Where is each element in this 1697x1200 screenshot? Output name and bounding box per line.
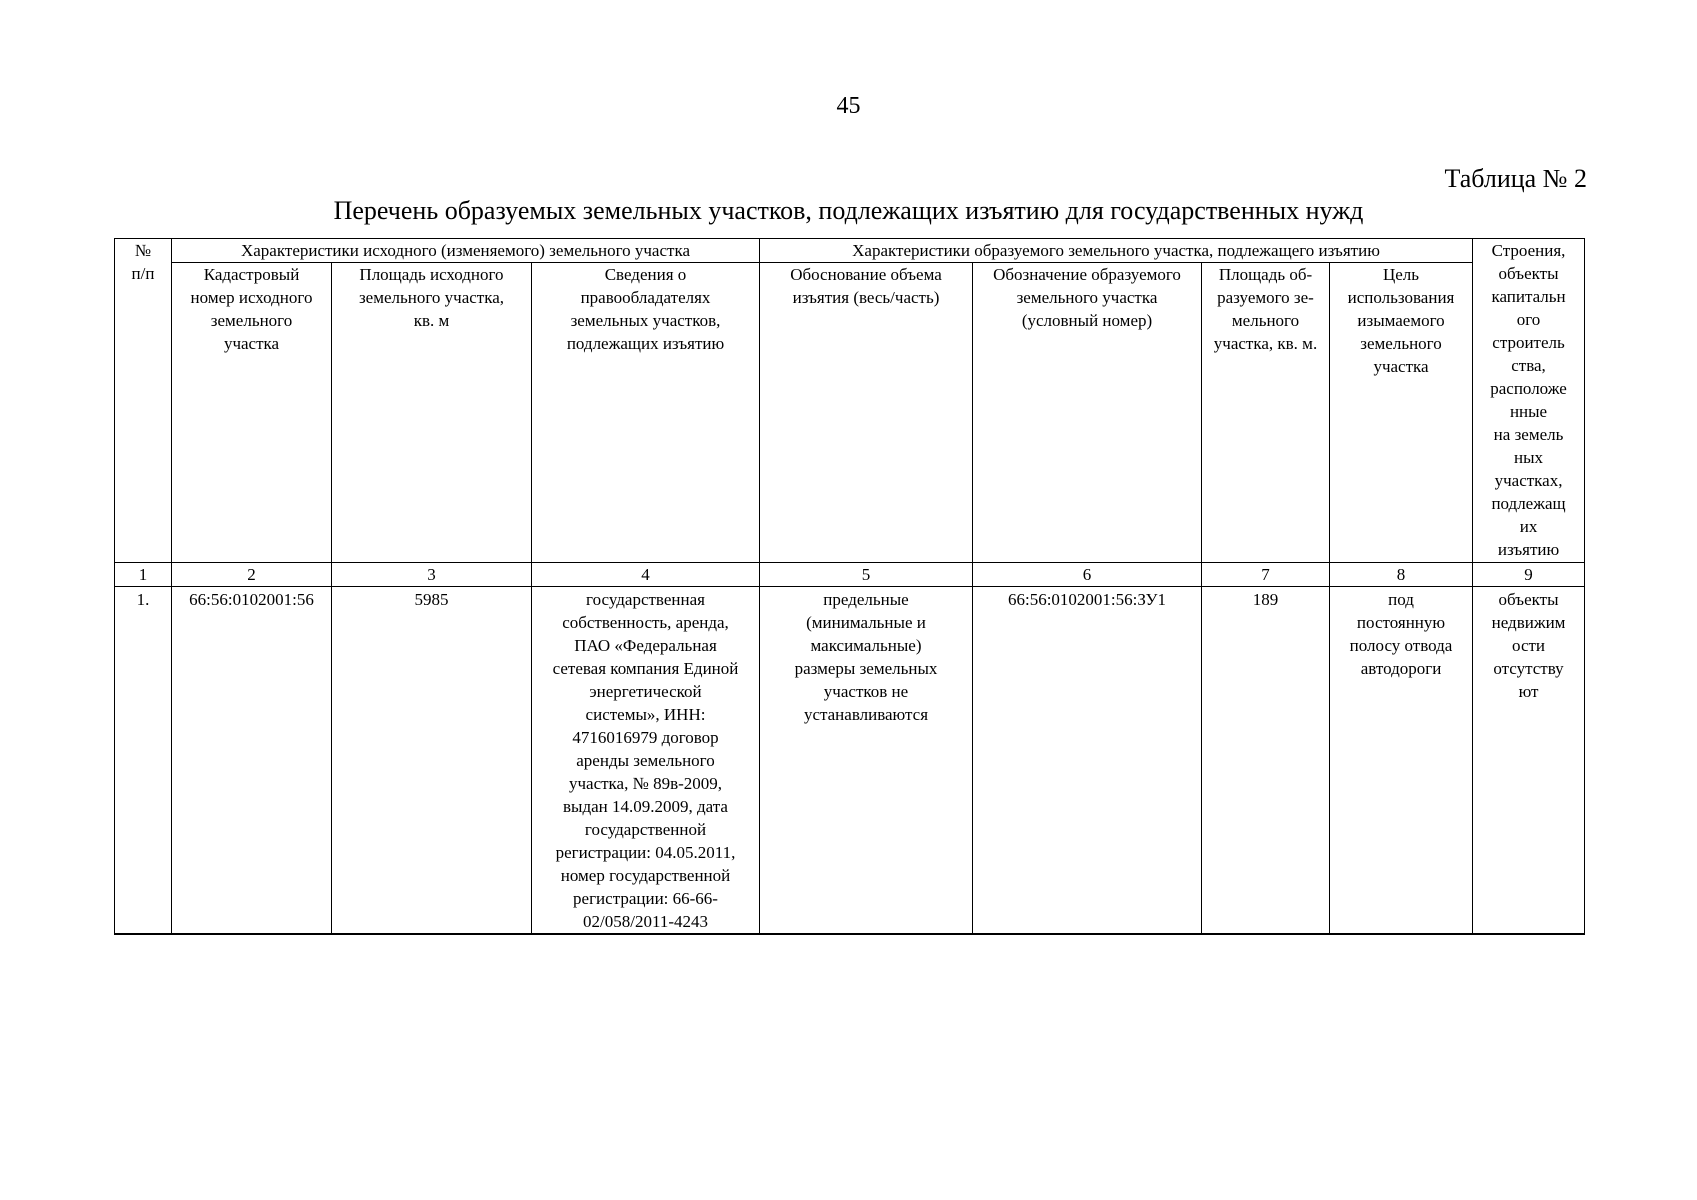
- cell-purpose: под постоянную полосу отвода автодороги: [1330, 587, 1473, 935]
- column-number: 5: [760, 563, 973, 587]
- header-purpose: Цель использования изымаемого земельного участка: [1330, 263, 1473, 563]
- table-row: [115, 587, 1585, 935]
- cell-designation: 66:56:0102001:56:ЗУ1: [973, 587, 1202, 935]
- header-designation: Обозначение образуемого земельного участка (условный номер): [973, 263, 1202, 563]
- cell-buildings: объекты недвижим ости отсутству ют: [1473, 587, 1585, 935]
- cell-no: 1.: [115, 587, 172, 935]
- column-number: 3: [332, 563, 532, 587]
- header-justification: Обоснование объема изъятия (весь/часть): [760, 263, 973, 563]
- header-group-formed: Характеристики образуемого земельного участка, подлежащего изъятию: [760, 239, 1473, 263]
- header-col-no: № п/п: [115, 239, 172, 563]
- header-owners: Сведения о правообладателях земельных участков, подлежащих изъятию: [532, 263, 760, 563]
- column-numbers-row: [115, 563, 1585, 587]
- land-plots-table: [114, 238, 1585, 935]
- header-group-source: Характеристики исходного (изменяемого) земельного участка: [172, 239, 760, 263]
- column-number: 2: [172, 563, 332, 587]
- cell-justification: предельные (минимальные и максимальные) размеры земельных участков не устанавливаются: [760, 587, 973, 935]
- header-area-source: Площадь исходного земельного участка, кв. м: [332, 263, 532, 563]
- cell-area-formed: 189: [1202, 587, 1330, 935]
- cell-area-source: 5985: [332, 587, 532, 935]
- column-number: 7: [1202, 563, 1330, 587]
- header-cadastral: Кадастровый номер исходного земельного участка: [172, 263, 332, 563]
- column-number: 4: [532, 563, 760, 587]
- column-number: 6: [973, 563, 1202, 587]
- header-col-buildings: Строения, объекты капитальн ого строитель ства, расположе нные на земель ных участках, подлежащ их изъятию: [1473, 239, 1585, 563]
- cell-owners: государственная собственность, аренда, ПАО «Федеральная сетевая компания Единой энергетической системы», ИНН: 4716016979 договор аренды земельного участка, № 89в-2009, выдан 14.09.2009, дата государственной регистрации: 04.05.2011, номер государственной регистрации: 66-66- 02/058/2011-4243: [532, 587, 760, 935]
- column-number: 1: [115, 563, 172, 587]
- table-label: Таблица № 2: [1444, 164, 1587, 193]
- column-number: 8: [1330, 563, 1473, 587]
- document-title: Перечень образуемых земельных участков, подлежащих изъятию для государственных нужд: [333, 196, 1364, 225]
- page-number: 45: [836, 93, 861, 119]
- header-sub-row: [115, 263, 1585, 563]
- column-number: 9: [1473, 563, 1585, 587]
- header-group-row: [115, 239, 1585, 263]
- header-area-formed: Площадь об- разуемого зе- мельного участка, кв. м.: [1202, 263, 1330, 563]
- cell-cadastral: 66:56:0102001:56: [172, 587, 332, 935]
